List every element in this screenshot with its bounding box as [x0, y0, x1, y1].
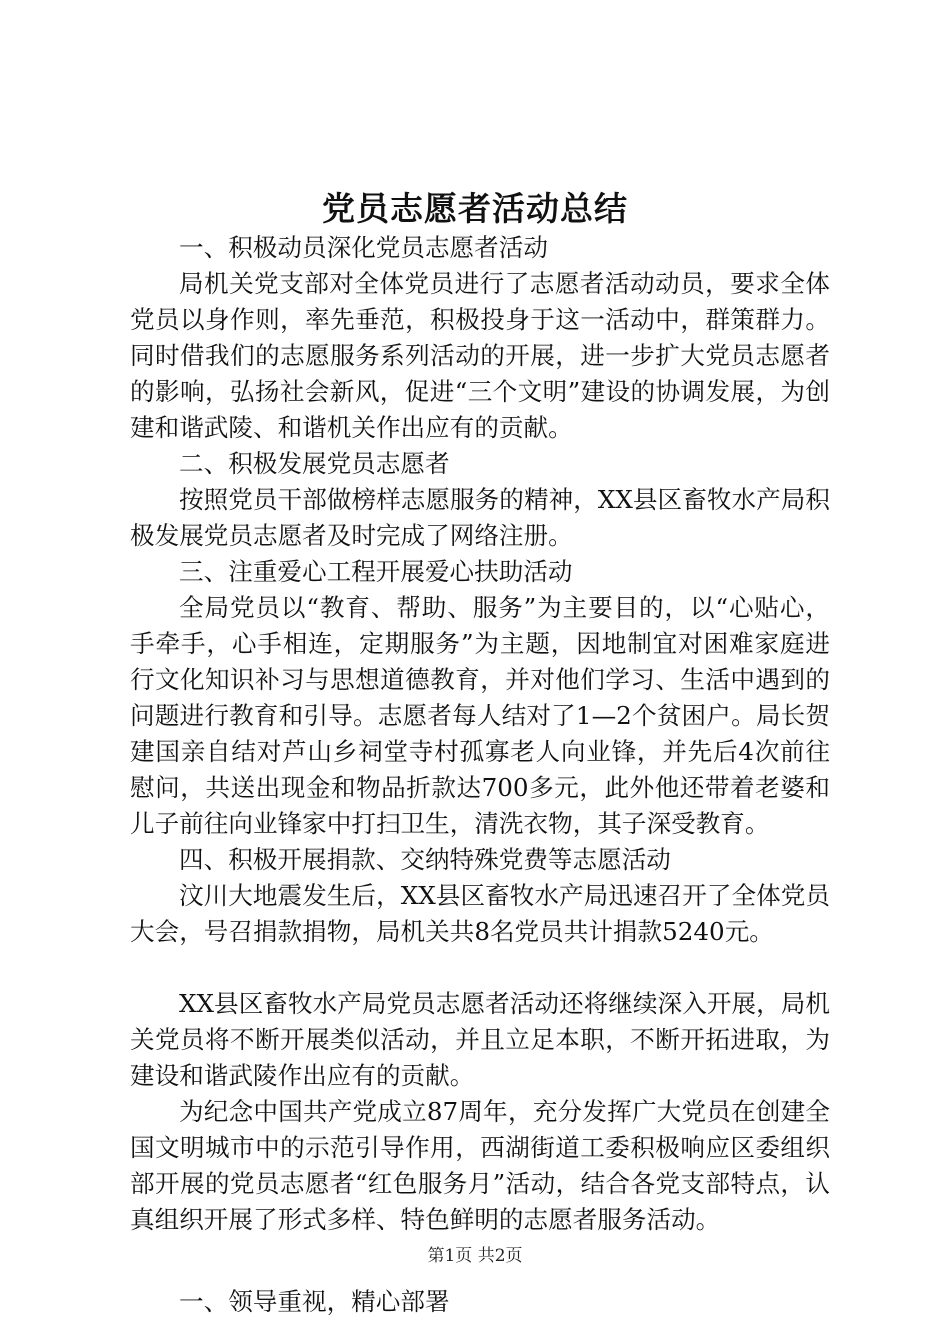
- section-heading-5: 一、领导重视，精心部署: [179, 1287, 450, 1316]
- document-body: [130, 230, 830, 1320]
- paragraph-spacer: [130, 950, 830, 986]
- page-number: 第1页 共2页: [427, 1246, 523, 1266]
- section-heading-2: 二、积极发展党员志愿者: [179, 449, 450, 478]
- document-title: 党员志愿者活动总结: [322, 189, 628, 228]
- paragraph: 全局党员以“教育、帮助、服务”为主要目的，以“心贴心，手牵手，心手相连，定期服务”为主题，因地制宜对困难家庭进行文化知识补习与思想道德教育，并对他们学习、生活中遇到的问题进行教育和引导。志愿者每人结对了1—2个贫困户。局长贺建国亲自结对芦山乡祠堂寺村孤寡老人向业锋，并先后4次前往慰问，共送出现金和物品折款达700多元，此外他还带着老婆和儿子前往向业锋家中打扫卫生，清洗衣物，其子深受教育。: [130, 593, 830, 838]
- paragraph: 汶川大地震发生后，XX县区畜牧水产局迅速召开了全体党员大会，号召捐款捐物，局机关共8名党员共计捐款5240元。: [130, 881, 830, 946]
- section-heading-4: 四、积极开展捐款、交纳特殊党费等志愿活动: [179, 845, 671, 874]
- paragraph: 按照党员干部做榜样志愿服务的精神，XX县区畜牧水产局积极发展党员志愿者及时完成了网络注册。: [130, 485, 830, 550]
- paragraph: 局机关党支部对全体党员进行了志愿者活动动员，要求全体党员以身作则，率先垂范，积极投身于这一活动中，群策群力。同时借我们的志愿服务系列活动的开展，进一步扩大党员志愿者的影响，弘扬社会新风，促进“三个文明”建设的协调发展，为创建和谐武陵、和谐机关作出应有的贡献。: [130, 269, 830, 442]
- section-heading-1: 一、积极动员深化党员志愿者活动: [179, 233, 548, 262]
- paragraph: XX县区畜牧水产局党员志愿者活动还将继续深入开展，局机关党员将不断开展类似活动，并且立足本职，不断开拓进取，为建设和谐武陵作出应有的贡献。: [130, 989, 830, 1090]
- section-heading-3: 三、注重爱心工程开展爱心扶助活动: [179, 557, 573, 586]
- paragraph: 为纪念中国共产党成立87周年，充分发挥广大党员在创建全国文明城市中的示范引导作用，西湖街道工委积极响应区委组织部开展的党员志愿者“红色服务月”活动，结合各党支部特点，认真组织开展了形式多样、特色鲜明的志愿者服务活动。: [130, 1097, 830, 1234]
